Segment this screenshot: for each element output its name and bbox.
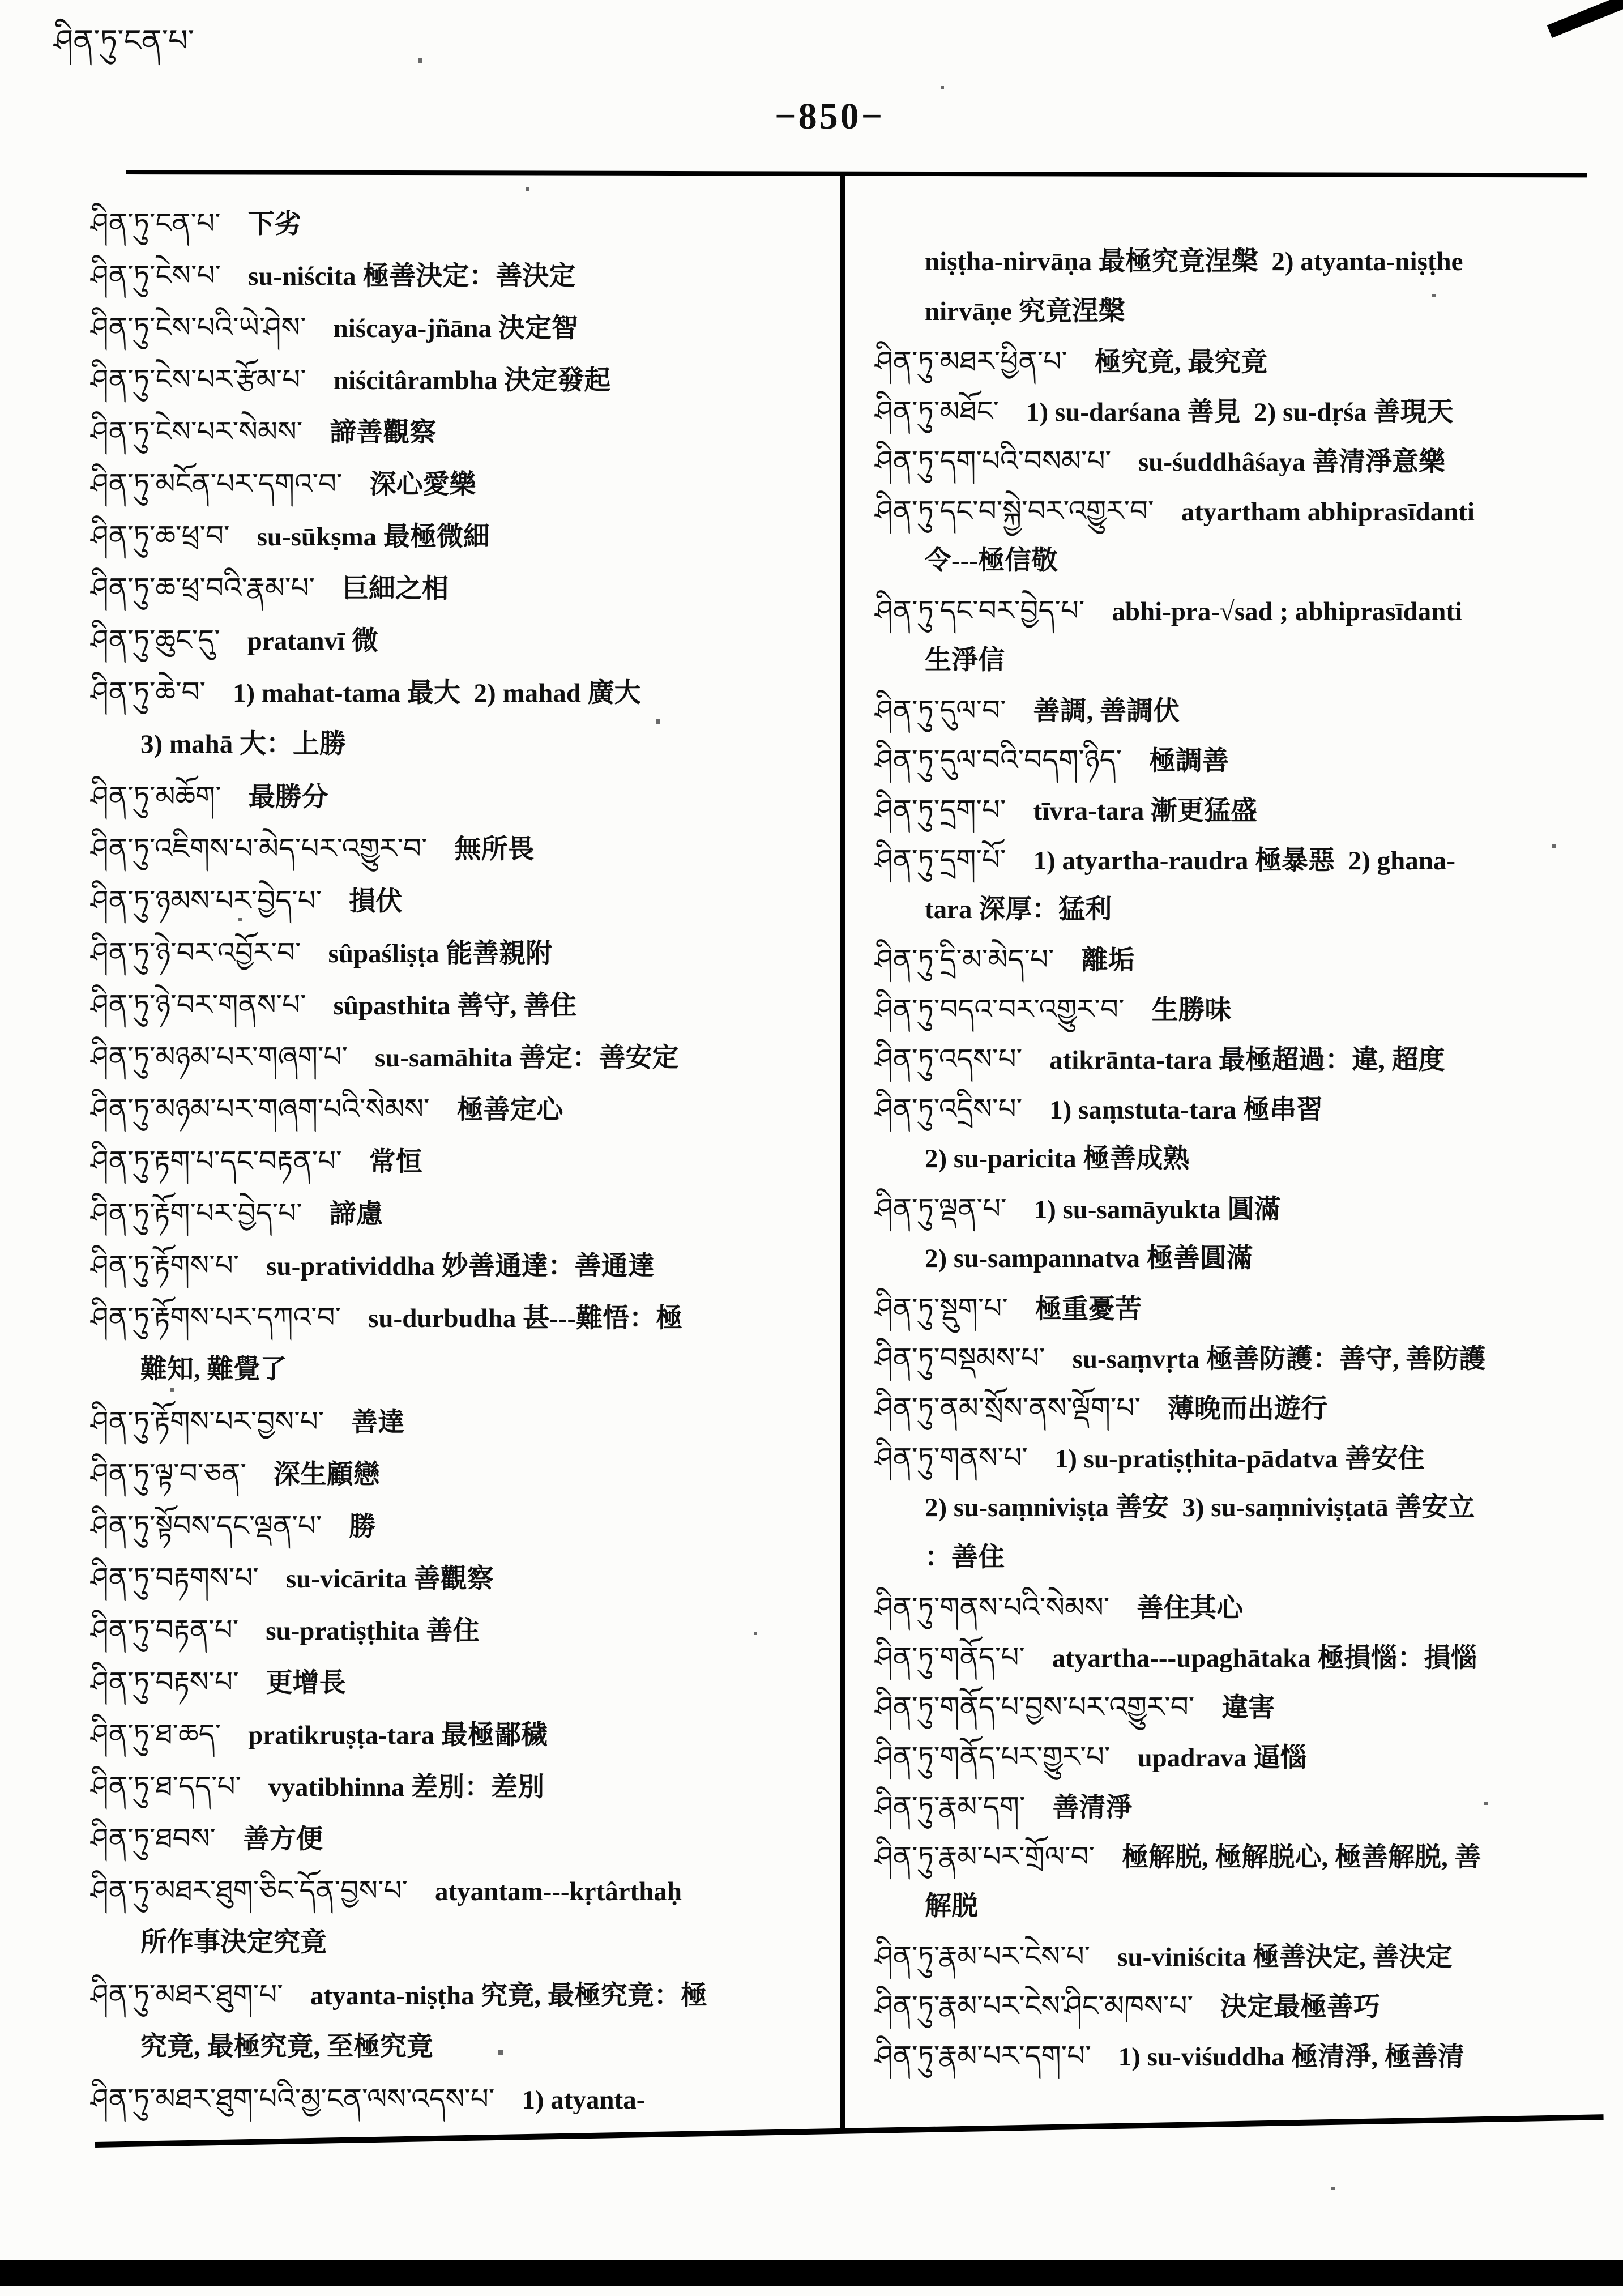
entry-text: atyartham abhiprasīdanti	[1181, 497, 1475, 527]
dict-line	[875, 885, 1617, 934]
entry-text: atikrānta-tara 最極超過：違, 超度	[1049, 1045, 1445, 1075]
tibetan-headword: ཤིན་ཏུ་དུལ་བ་	[875, 694, 1006, 727]
entry-text: nirvāṇe 究竟涅槃	[925, 297, 1125, 326]
tibetan-headword: ཤིན་ཏུ་རྣམ་པར་ངེས་ཤིང་མཁས་པ་	[875, 1990, 1193, 2022]
dict-line	[91, 1083, 832, 1135]
page-number: −850−	[775, 96, 885, 137]
dict-line	[875, 1084, 1617, 1134]
dict-line	[875, 1832, 1617, 1881]
entry-text: su-śuddhâśaya 善清淨意樂	[1138, 447, 1445, 477]
entry-text: 1) mahat-tama 最大 2) mahad 廣大	[233, 678, 641, 708]
tibetan-headword: ཤིན་ཏུ་མཐར་ཐུག་པ་	[91, 1978, 283, 2011]
dict-line	[91, 406, 832, 458]
entry-text: 究竟, 最極究竟, 至極究竟	[140, 2032, 433, 2062]
tibetan-headword: ཤིན་ཏུ་དྲག་པ་	[875, 793, 1006, 826]
dict-line	[91, 1187, 832, 1239]
dict-line	[91, 1135, 832, 1187]
dict-line	[875, 1383, 1617, 1433]
tibetan-headword: ཤིན་ཏུ་དུལ་བའི་བདག་ཉིད་	[875, 744, 1122, 776]
tibetan-headword: ཤིན་ཏུ་ངེས་པའི་ཡེ་ཤེས་	[91, 311, 306, 344]
tibetan-headword: ཤིན་ཏུ་སྡུག་པ་	[875, 1292, 1008, 1325]
tibetan-headword: ཤིན་ཏུ་རྣམ་དག་	[875, 1790, 1026, 1823]
entry-text: niścaya-jñāna 決定智	[333, 314, 578, 343]
tibetan-headword: ཤིན་ཏུ་ངེས་པར་སེམས་	[91, 415, 303, 448]
tibetan-headword: ཤིན་ཏུ་ལྟ་བ་ཅན་	[91, 1457, 246, 1490]
entry-text: 生勝味	[1151, 996, 1232, 1025]
entry-text: 1) saṃstuta-tara 極串習	[1049, 1095, 1323, 1125]
dict-line	[875, 735, 1617, 785]
entry-text: 違害	[1221, 1693, 1275, 1723]
dict-line	[91, 1500, 832, 1552]
dict-line	[91, 562, 832, 614]
tibetan-headword: ཤིན་ཏུ་མཐར་ཐུག་པའི་མྱ་ངན་ལས་འདས་པ་	[91, 2082, 495, 2115]
entry-text: su-niścita 極善決定：善決定	[248, 262, 576, 291]
entry-text: 更增長	[266, 1668, 346, 1698]
dict-line	[875, 2031, 1617, 2081]
dict-line	[91, 822, 832, 874]
dict-line	[875, 1732, 1617, 1782]
dict-line	[875, 586, 1617, 635]
tibetan-headword: ཤིན་ཏུ་དང་བར་བྱེད་པ་	[875, 594, 1085, 627]
entry-text: su-samāhita 善定：善安定	[374, 1043, 679, 1073]
tibetan-headword: ཤིན་ཏུ་དྲི་མ་མེད་པ་	[875, 943, 1054, 976]
entry-text: sûpaśliṣṭa 能善親附	[328, 939, 553, 968]
entry-text: upadrava 逼惱	[1137, 1743, 1307, 1773]
dict-line	[875, 386, 1617, 436]
tibetan-headword: ཤིན་ཏུ་མཐར་ཐུག་ཅིང་དོན་བྱས་པ་	[91, 1874, 408, 1907]
entry-text: 生淨信	[925, 646, 1005, 675]
header-rule	[126, 170, 1587, 177]
tibetan-headword: ཤིན་ཏུ་འདས་པ་	[875, 1043, 1023, 1076]
tibetan-headword: ཤིན་ཏུ་བདའ་བར་འགྱུར་བ་	[875, 993, 1125, 1026]
dict-line	[91, 197, 832, 249]
dict-line	[91, 770, 832, 822]
entry-text: sûpasthita 善守, 善住	[333, 991, 577, 1021]
entry-text: vyatibhinna 差別：差別	[268, 1773, 545, 1802]
tibetan-headword: ཤིན་ཏུ་བསྡམས་པ་	[875, 1342, 1045, 1375]
entry-text: abhi-pra-√sad ; abhiprasīdanti	[1112, 597, 1463, 626]
dict-line	[91, 1552, 832, 1604]
dict-line	[875, 1533, 1617, 1582]
dict-line	[91, 1656, 832, 1708]
dict-line	[91, 718, 832, 770]
dict-line	[875, 1881, 1617, 1931]
entry-text: 善住其心	[1137, 1594, 1244, 1623]
tibetan-headword: ཤིན་ཏུ་ངེས་པ་	[91, 259, 221, 292]
entry-text: su-sūkṣma 最極微細	[257, 522, 490, 552]
entry-text: 常恒	[369, 1147, 422, 1177]
scan-noise-specks	[0, 0, 2, 2]
tibetan-headword: ཤིན་ཏུ་མཉམ་པར་གཞག་པ་	[91, 1040, 348, 1073]
tibetan-headword: ཤིན་ཏུ་ཐ་ཆད་	[91, 1718, 221, 1751]
tibetan-headword: ཤིན་ཏུ་འདྲིས་པ་	[875, 1092, 1023, 1125]
tibetan-headword: ཤིན་ཏུ་གནས་པའི་སེམས་	[875, 1591, 1110, 1624]
dict-line	[91, 1291, 832, 1343]
dict-line	[875, 336, 1617, 386]
dict-line	[875, 635, 1617, 685]
entry-text: atyanta-niṣṭha 究竟, 最極究竟：極	[310, 1981, 707, 2011]
scan-corner-artifact	[1547, 0, 1623, 38]
dict-line	[91, 1343, 832, 1395]
right-column	[875, 237, 1617, 2081]
running-head-tibetan: ཤིན་ཏུ་ངན་པ་	[54, 23, 194, 58]
entry-text: 令---極信敬	[925, 546, 1058, 575]
entry-text: 極善定心	[456, 1095, 563, 1125]
entry-text: 1) atyartha-raudra 極暴惡 2) ghana-	[1033, 846, 1455, 876]
entry-text: 極解脱, 極解脱心, 極善解脱, 善	[1122, 1843, 1481, 1872]
entry-text: 巨細之相	[342, 574, 449, 604]
dict-line	[91, 1448, 832, 1500]
entry-text: atyartha---upaghātaka 極損惱：損惱	[1052, 1644, 1477, 1673]
tibetan-headword: ཤིན་ཏུ་ཉེ་བར་འབྱོར་བ་	[91, 936, 301, 969]
entry-text: pratanvī 微	[247, 626, 378, 656]
dict-line	[875, 1283, 1617, 1333]
entry-text: 最勝分	[248, 783, 328, 812]
entry-text: 下劣	[247, 210, 301, 239]
tibetan-headword: ཤིན་ཏུ་ངན་པ་	[91, 207, 221, 240]
tibetan-headword: ཤིན་ཏུ་ཉེ་བར་གནས་པ་	[91, 988, 306, 1021]
dict-line	[875, 785, 1617, 835]
left-column	[91, 197, 832, 2125]
tibetan-headword: ཤིན་ཏུ་ཉམས་པར་བྱེད་པ་	[91, 884, 322, 917]
dict-line	[91, 1708, 832, 1760]
entry-text: 善清淨	[1052, 1793, 1133, 1823]
tibetan-headword: ཤིན་ཏུ་གནོད་པར་གྱུར་པ་	[875, 1740, 1111, 1773]
entry-text: 1) su-viśuddha 極清淨, 極善清	[1118, 2042, 1464, 2072]
entry-text: 諦善觀察	[330, 418, 437, 447]
tibetan-headword: ཤིན་ཏུ་གནོད་པ་	[875, 1641, 1025, 1674]
tibetan-headword: ཤིན་ཏུ་གནས་པ་	[875, 1441, 1028, 1474]
entry-text: 1) su-pratiṣṭhita-pādatva 善安住	[1054, 1444, 1425, 1474]
entry-text: 所作事決定究竟	[140, 1928, 327, 1957]
entry-text: 善達	[351, 1408, 405, 1437]
dict-line	[91, 510, 832, 562]
dict-line	[91, 301, 832, 353]
tibetan-headword: ཤིན་ཏུ་ལྡན་པ་	[875, 1192, 1007, 1225]
entry-text: 難知, 難覺了	[140, 1355, 287, 1384]
entry-text: su-durbudha 甚---難悟：極	[368, 1304, 683, 1333]
dict-line	[875, 1582, 1617, 1632]
entry-text: 3) mahā 大：上勝	[140, 729, 346, 759]
tibetan-headword: ཤིན་ཏུ་རྟོག་པར་བྱེད་པ་	[91, 1197, 302, 1230]
entry-text: 極重憂苦	[1035, 1295, 1142, 1324]
dict-line	[91, 614, 832, 666]
entry-text: 極究竟, 最究竟	[1094, 348, 1268, 377]
dict-line	[875, 1632, 1617, 1682]
entry-text: 1) atyanta-	[522, 2085, 646, 2115]
tibetan-headword: ཤིན་ཏུ་ངེས་པར་རྩོམ་པ་	[91, 363, 306, 396]
entry-text: ：善住	[925, 1543, 1005, 1572]
dict-line	[875, 1981, 1617, 2031]
tibetan-headword: ཤིན་ཏུ་རྟོགས་པར་དཀའ་བ་	[91, 1301, 341, 1334]
column-divider-rule	[840, 172, 845, 2131]
entry-text: 深心愛樂	[369, 470, 476, 500]
dict-line	[91, 1760, 832, 1812]
dict-line	[875, 486, 1617, 536]
tibetan-headword: ཤིན་ཏུ་ཆ་ཕྲ་བ་	[91, 519, 230, 552]
entry-text: 離垢	[1081, 946, 1135, 975]
tibetan-headword: ཤིན་ཏུ་ཐ་དད་པ་	[91, 1770, 241, 1803]
dict-line	[875, 1782, 1617, 1832]
dict-line	[91, 1395, 832, 1448]
dict-line	[91, 1239, 832, 1291]
entry-text: 深生顧戀	[273, 1460, 380, 1490]
tibetan-headword: ཤིན་ཏུ་འཇིགས་པ་མེད་པར་འགྱུར་བ་	[91, 832, 428, 865]
tibetan-headword: ཤིན་ཏུ་ཆ་ཕྲ་བའི་རྣམ་པ་	[91, 571, 315, 604]
tibetan-headword: ཤིན་ཏུ་མཆོག་	[91, 780, 221, 813]
entry-text: 1) su-darśana 善見 2) su-dṛśa 善現天	[1026, 398, 1454, 427]
entry-text: 解脱	[925, 1892, 978, 1921]
entry-text: su-pratiṣṭhita 善住	[266, 1616, 480, 1646]
entry-text: 2) su-sampannatva 極善圓滿	[925, 1244, 1253, 1273]
tibetan-headword: ཤིན་ཏུ་མངོན་པར་དགའ་བ་	[91, 467, 343, 500]
entry-text: 2) su-saṃniviṣṭa 善安 3) su-saṃniviṣṭatā 善安立	[925, 1493, 1475, 1522]
entry-text: tīvra-tara 漸更猛盛	[1033, 796, 1258, 826]
tibetan-headword: ཤིན་ཏུ་རྟག་པ་དང་བརྟན་པ་	[91, 1145, 342, 1177]
dict-line	[875, 1333, 1617, 1383]
tibetan-headword: ཤིན་ཏུ་རྣམ་པར་ངེས་པ་	[875, 1940, 1091, 1973]
entry-text: su-viniścita 極善決定, 善決定	[1117, 1943, 1453, 1972]
dict-line	[875, 984, 1617, 1034]
tibetan-headword: ཤིན་ཏུ་བརྟགས་པ་	[91, 1561, 259, 1594]
dict-line	[91, 1031, 832, 1083]
dict-line	[91, 666, 832, 718]
entry-text: 無所畏	[454, 835, 535, 864]
entry-text: 2) su-paricita 極善成熟	[925, 1144, 1190, 1173]
dict-line	[875, 287, 1617, 336]
dict-line	[875, 436, 1617, 486]
tibetan-headword: ཤིན་ཏུ་རྟོགས་པ་	[91, 1249, 240, 1282]
dict-line	[875, 1184, 1617, 1234]
entry-text: 極調善	[1149, 746, 1229, 776]
entry-text: pratikruṣṭa-tara 最極鄙穢	[248, 1721, 548, 1750]
entry-text: 善方便	[242, 1825, 323, 1854]
entry-text: 1) su-samāyukta 圓滿	[1033, 1195, 1281, 1224]
tibetan-headword: ཤིན་ཏུ་ཐབས་	[91, 1822, 216, 1855]
tibetan-headword: ཤིན་ཏུ་དག་པའི་བསམ་པ་	[875, 445, 1111, 477]
entry-text: su-vicārita 善觀察	[285, 1564, 494, 1594]
tibetan-headword: ཤིན་ཏུ་མཐར་ཕྱིན་པ་	[875, 345, 1067, 378]
entry-text: niṣṭha-nirvāṇa 最極究竟涅槃 2) atyanta-niṣṭhe	[925, 247, 1463, 276]
entry-text: 勝	[349, 1512, 376, 1542]
tibetan-headword: ཤིན་ཏུ་སྟོབས་དང་ལྡན་པ་	[91, 1509, 322, 1542]
tibetan-headword: ཤིན་ཏུ་བརྟན་པ་	[91, 1614, 239, 1646]
dict-line	[91, 1864, 832, 1917]
tibetan-headword: ཤིན་ཏུ་ནམ་སྲོས་ནས་ལྡོག་པ་	[875, 1392, 1141, 1424]
dict-line	[91, 249, 832, 301]
tibetan-headword: ཤིན་ཏུ་རྟོགས་པར་བྱས་པ་	[91, 1405, 324, 1438]
dict-line	[875, 685, 1617, 735]
tibetan-headword: ཤིན་ཏུ་གནོད་པ་བྱས་པར་འགྱུར་བ་	[875, 1691, 1195, 1723]
dict-line	[875, 1682, 1617, 1732]
entry-text: su-saṃvṛta 極善防護：善守, 善防護	[1072, 1345, 1486, 1374]
entry-text: atyantam---kṛtârthaḥ	[435, 1877, 682, 1906]
dict-line	[91, 874, 832, 927]
dict-line	[875, 934, 1617, 984]
dict-line	[91, 458, 832, 510]
dict-line	[875, 1433, 1617, 1483]
entry-text: 損伏	[349, 887, 403, 916]
dict-line	[91, 927, 832, 979]
entry-text: 諦慮	[329, 1200, 383, 1229]
entry-text: niścitârambha 決定發起	[333, 366, 611, 395]
entry-text: 善調, 善調伏	[1033, 697, 1180, 726]
tibetan-headword: ཤིན་ཏུ་དྲག་པོ་	[875, 843, 1006, 876]
dict-line	[91, 1812, 832, 1864]
dict-line	[91, 2021, 832, 2073]
dict-line	[875, 1931, 1617, 1981]
dict-line	[91, 1917, 832, 1969]
dict-line	[875, 536, 1617, 586]
tibetan-headword: ཤིན་ཏུ་མཐོང་	[875, 395, 999, 428]
entry-text: 決定最極善巧	[1220, 1992, 1380, 2022]
dict-line	[875, 1134, 1617, 1184]
scan-bottom-bar-artifact	[0, 2260, 1623, 2286]
tibetan-headword: ཤིན་ཏུ་བརྟས་པ་	[91, 1666, 239, 1698]
tibetan-headword: ཤིན་ཏུ་ཆུང་དུ་	[91, 624, 220, 656]
dict-line	[875, 1034, 1617, 1084]
tibetan-headword: ཤིན་ཏུ་རྣམ་པར་གྲོལ་བ་	[875, 1840, 1095, 1873]
entry-text: 薄晚而出遊行	[1167, 1394, 1327, 1424]
entry-text: tara 深厚：猛利	[925, 895, 1112, 924]
tibetan-headword: ཤིན་ཏུ་ཆེ་བ་	[91, 676, 206, 709]
dict-line	[91, 979, 832, 1031]
dict-line	[875, 237, 1617, 287]
tibetan-headword: ཤིན་ཏུ་མཉམ་པར་གཞག་པའི་སེམས་	[91, 1092, 430, 1125]
dict-line	[91, 2073, 832, 2125]
tibetan-headword: ཤིན་ཏུ་རྣམ་པར་དག་པ་	[875, 2039, 1091, 2072]
dict-line	[91, 1969, 832, 2021]
tibetan-headword: ཤིན་ཏུ་དང་བ་སྐྱེ་བར་འགྱུར་བ་	[875, 494, 1154, 527]
dict-line	[875, 1483, 1617, 1533]
dict-line	[875, 835, 1617, 885]
dict-line	[875, 1234, 1617, 1283]
dict-line	[91, 1604, 832, 1656]
entry-text: su-pratividdha 妙善通達：善通達	[266, 1252, 655, 1281]
dict-line	[91, 353, 832, 406]
